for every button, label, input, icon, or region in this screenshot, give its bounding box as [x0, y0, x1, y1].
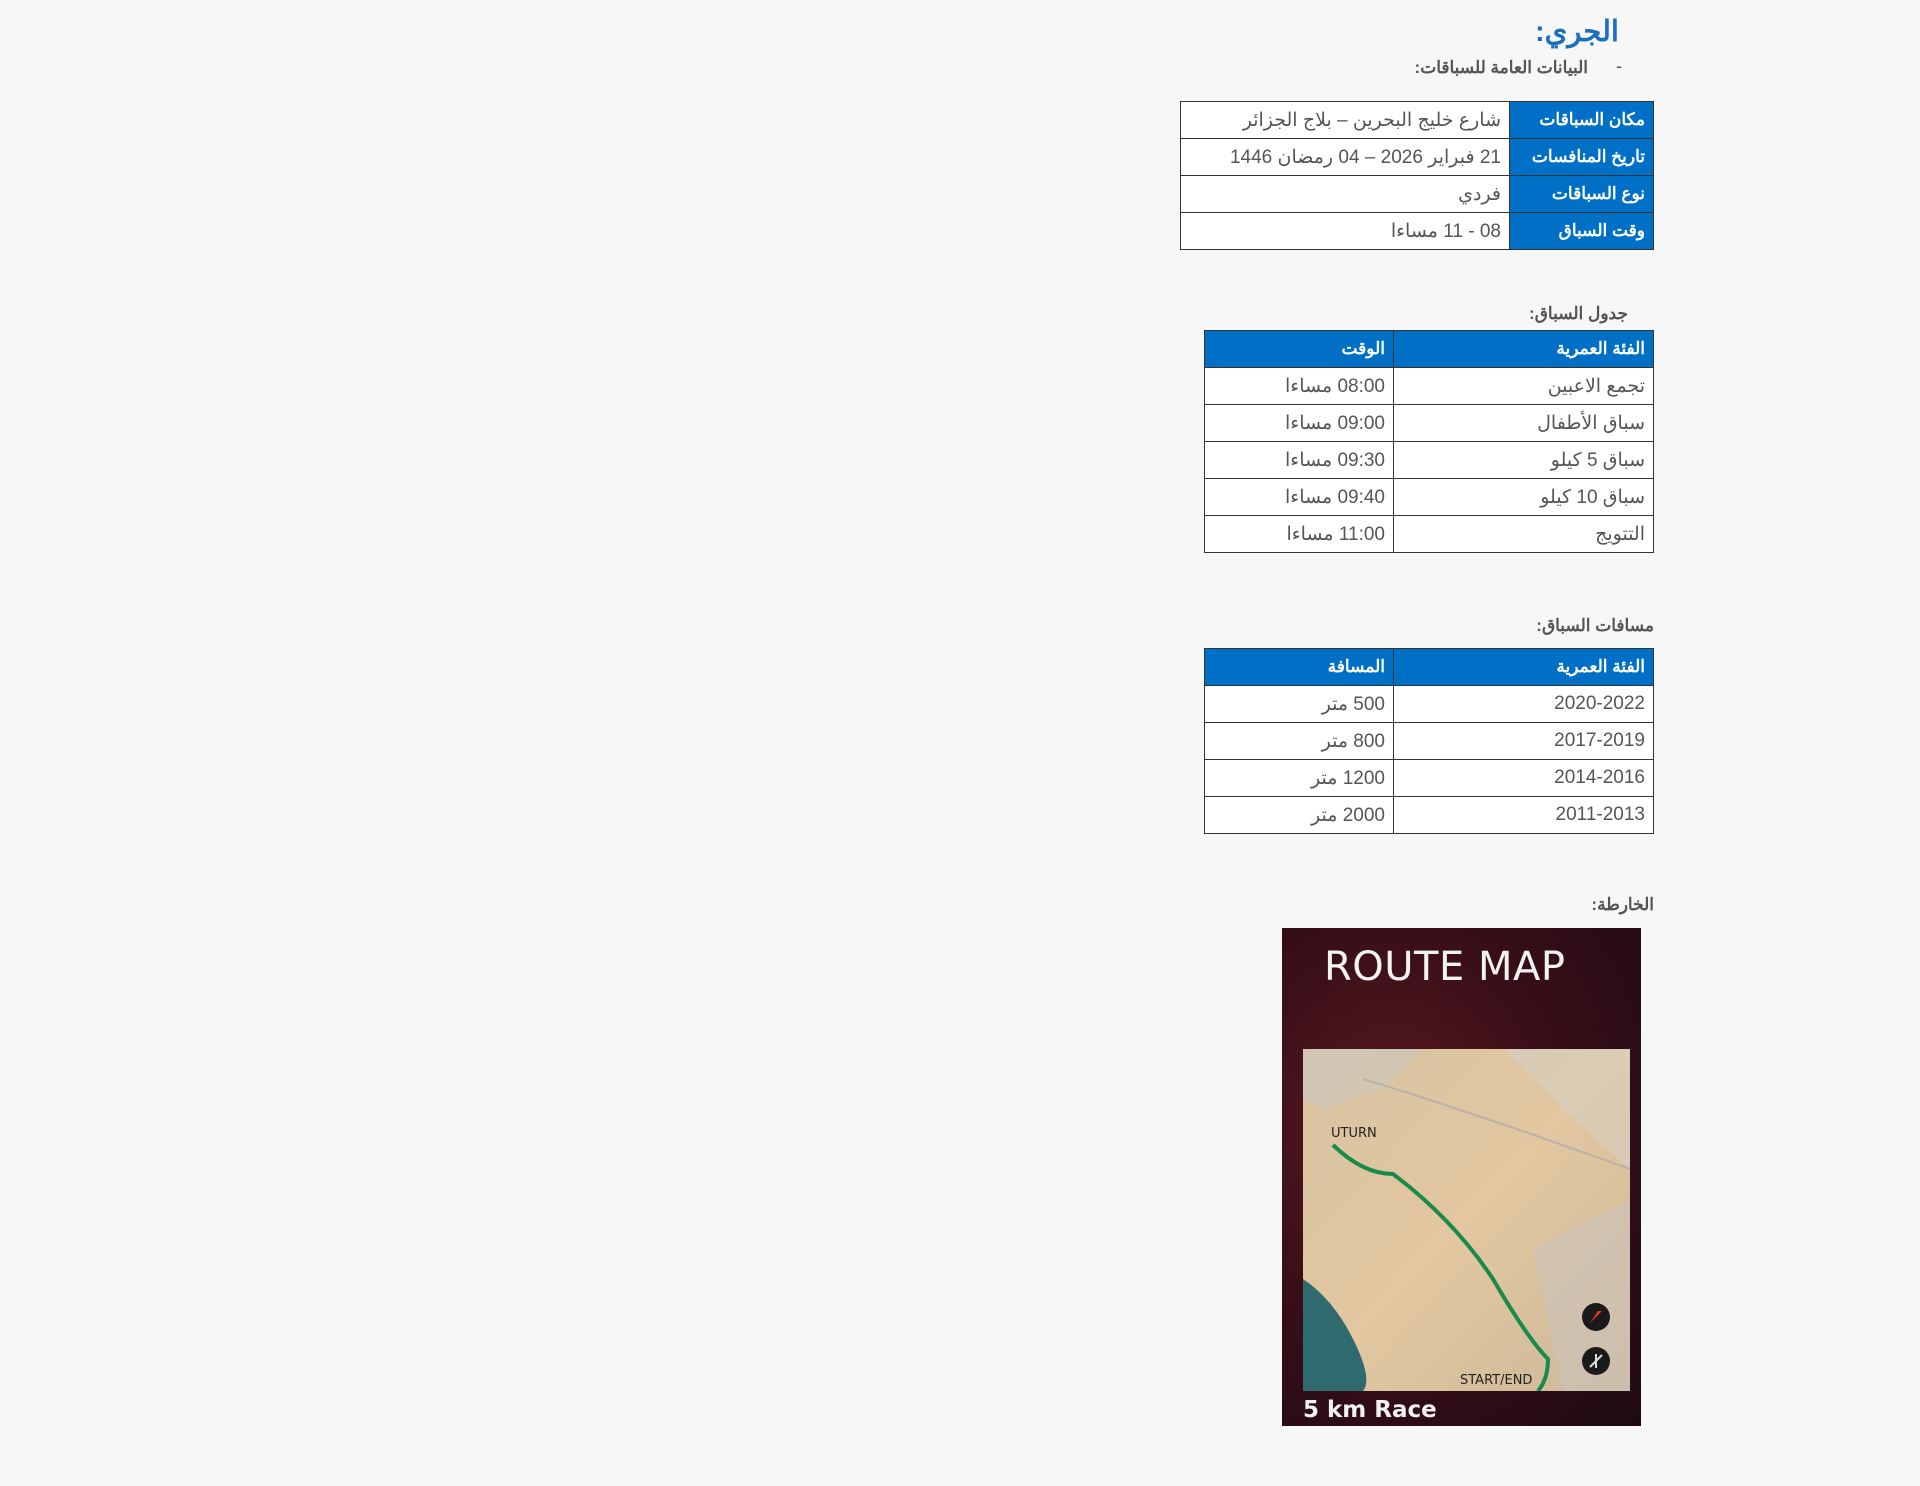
- table-row: [1205, 686, 1654, 723]
- info-value: شارع خليج البحرين – بلاج الجزائر: [1181, 102, 1510, 139]
- general-info-table: [1180, 101, 1654, 250]
- start-end-label: START/END: [1460, 1373, 1533, 1388]
- distances-table: [1204, 648, 1654, 834]
- info-value: 21 فبراير 2026 – 04 رمضان 1446: [1181, 139, 1510, 176]
- table-row: [1205, 479, 1654, 516]
- table-row: [1205, 516, 1654, 553]
- table-row: [1205, 442, 1654, 479]
- uturn-label: UTURN: [1331, 1126, 1377, 1141]
- schedule-time: 09:40 مساءا: [1205, 479, 1394, 516]
- table-row: [1181, 139, 1654, 176]
- column-header-age-group: الفئة العمرية: [1394, 649, 1654, 686]
- schedule-event: سباق 5 كيلو: [1394, 442, 1654, 479]
- table-header-row: [1205, 331, 1654, 368]
- table-row: [1205, 760, 1654, 797]
- info-label: مكان السباقات: [1510, 102, 1654, 139]
- table-row: [1181, 102, 1654, 139]
- info-value: 08 - 11 مساءا: [1181, 213, 1510, 250]
- schedule-table: [1204, 330, 1654, 553]
- distance-value: 800 متر: [1205, 723, 1394, 760]
- schedule-time: 08:00 مساءا: [1205, 368, 1394, 405]
- distance-age-group: 2017-2019: [1394, 723, 1654, 760]
- route-map-title: ROUTE MAP: [1324, 944, 1566, 990]
- schedule-heading: جدول السباق:: [1529, 304, 1628, 323]
- route-map-satellite: [1303, 1049, 1630, 1391]
- table-row: [1205, 368, 1654, 405]
- schedule-time: 11:00 مساءا: [1205, 516, 1394, 553]
- general-info-heading: البيانات العامة للسباقات:: [1414, 58, 1588, 77]
- map-heading: الخارطة:: [1591, 895, 1654, 914]
- table-row: [1181, 176, 1654, 213]
- route-map-caption: 5 km Race: [1303, 1397, 1437, 1423]
- distance-value: 1200 متر: [1205, 760, 1394, 797]
- table-row: [1181, 213, 1654, 250]
- table-row: [1205, 723, 1654, 760]
- route-map-image: [1282, 928, 1641, 1426]
- info-label: نوع السباقات: [1510, 176, 1654, 213]
- info-label: تاريخ المنافسات: [1510, 139, 1654, 176]
- table-row: [1205, 405, 1654, 442]
- column-header-time: الوقت: [1205, 331, 1394, 368]
- bullet-dash: -: [1616, 56, 1622, 76]
- distance-value: 500 متر: [1205, 686, 1394, 723]
- schedule-time: 09:00 مساءا: [1205, 405, 1394, 442]
- table-header-row: [1205, 649, 1654, 686]
- schedule-event: تجمع الاعبين: [1394, 368, 1654, 405]
- schedule-event: سباق 10 كيلو: [1394, 479, 1654, 516]
- distance-age-group: 2020-2022: [1394, 686, 1654, 723]
- distances-heading: مسافات السباق:: [1536, 616, 1654, 635]
- column-header-distance: المسافة: [1205, 649, 1394, 686]
- distance-age-group: 2011-2013: [1394, 797, 1654, 834]
- table-row: [1205, 797, 1654, 834]
- schedule-event: التتويج: [1394, 516, 1654, 553]
- distance-age-group: 2014-2016: [1394, 760, 1654, 797]
- info-value: فردي: [1181, 176, 1510, 213]
- column-header-age-group: الفئة العمرية: [1394, 331, 1654, 368]
- distance-value: 2000 متر: [1205, 797, 1394, 834]
- schedule-time: 09:30 مساءا: [1205, 442, 1394, 479]
- schedule-event: سباق الأطفال: [1394, 405, 1654, 442]
- info-label: وقت السباق: [1510, 213, 1654, 250]
- page-title: الجري:: [1535, 16, 1619, 48]
